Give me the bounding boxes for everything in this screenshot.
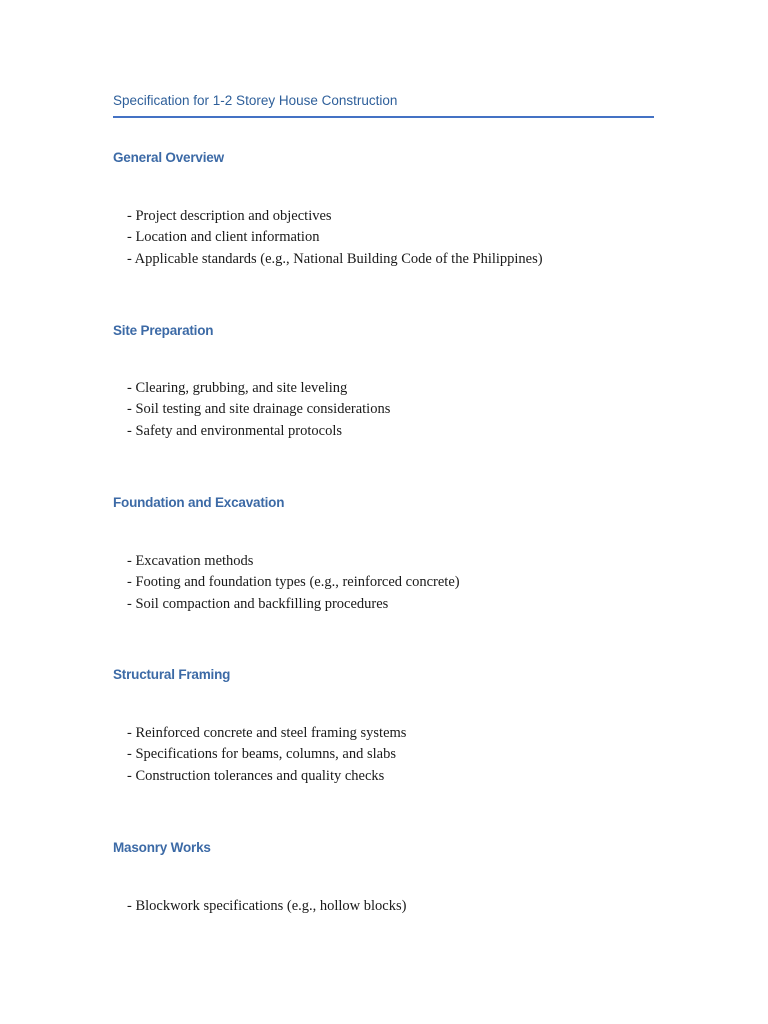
title-underline-rule — [113, 116, 654, 118]
section-list-site-preparation — [127, 378, 390, 442]
list-item: - Applicable standards (e.g., National Building Code of the Philippines) — [127, 250, 543, 267]
list-item: - Clearing, grubbing, and site leveling — [127, 380, 348, 396]
document-title: Specification for 1-2 Storey House Construction — [113, 93, 398, 108]
list-item: - Excavation methods — [127, 553, 254, 569]
section-heading-masonry-works: Masonry Works — [113, 840, 211, 855]
list-item: - Reinforced concrete and steel framing systems — [127, 725, 407, 741]
section-heading-structural-framing: Structural Framing — [113, 667, 231, 682]
section-list-general-overview — [127, 206, 543, 270]
section-heading-foundation-excavation: Foundation and Excavation — [113, 495, 285, 510]
section-heading-site-preparation: Site Preparation — [113, 323, 214, 338]
list-item: - Blockwork specifications (e.g., hollow blocks) — [127, 898, 407, 914]
list-item: - Safety and environmental protocols — [127, 422, 343, 439]
list-item: - Construction tolerances and quality checks — [127, 767, 385, 784]
section-list-foundation-excavation — [127, 551, 460, 615]
list-item: - Specifications for beams, columns, and slabs — [127, 746, 396, 763]
list-item: - Location and client information — [127, 229, 320, 246]
list-item: - Project description and objectives — [127, 208, 332, 224]
list-item: - Soil testing and site drainage considerations — [127, 401, 391, 418]
list-item: - Soil compaction and backfilling procedures — [127, 595, 389, 612]
section-heading-general-overview: General Overview — [113, 150, 224, 165]
list-item: - Footing and foundation types (e.g., reinforced concrete) — [127, 574, 460, 591]
section-list-structural-framing — [127, 723, 406, 787]
section-list-masonry-works — [127, 896, 406, 917]
